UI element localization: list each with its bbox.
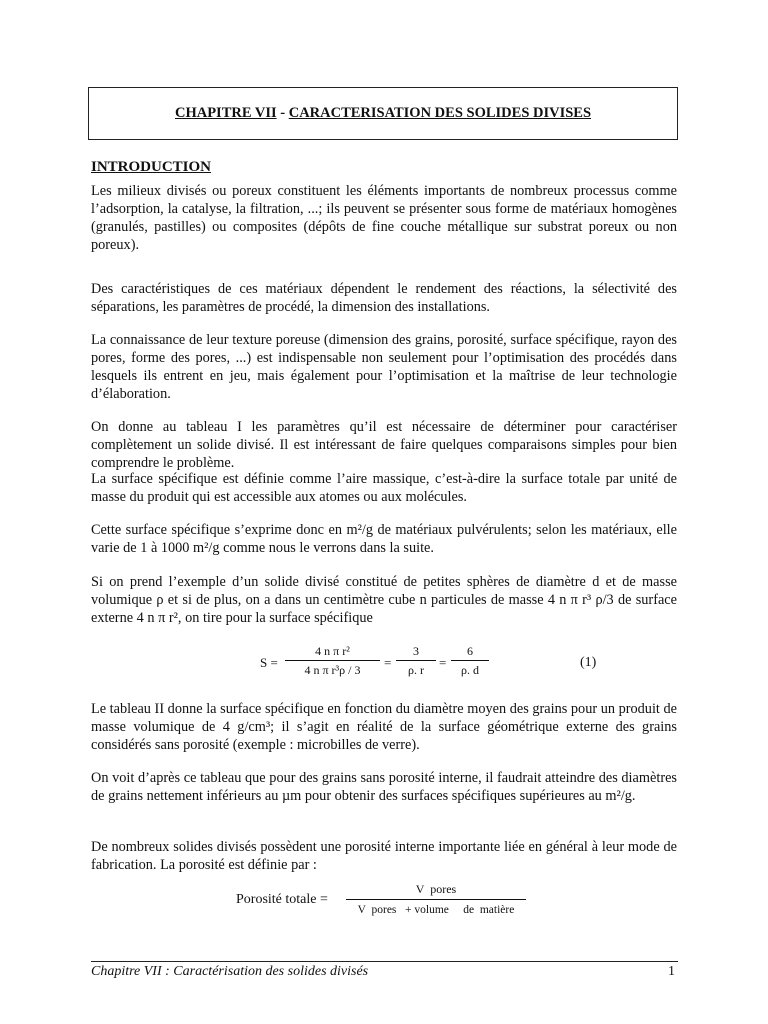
paragraph-7: Si on prend l’exemple d’un solide divisé constitué de petites sphères de diamètre d et de masse volumique ρ et si de plus, on a dans un centimètre cube n particules de masse 4 n π r³ ρ/3 de surface externe 4 n π r², on tire pour la surface spécifique [91, 574, 677, 626]
equation-lhs: S = [260, 655, 278, 670]
chapter-title: CARACTERISATION DES SOLIDES DIVISES [288, 105, 592, 121]
paragraph-2: Des caractéristiques de ces matériaux dépendent le rendement des réactions, la sélectivité des séparations, les paramètres de procédé, la dimension des installations. [91, 281, 677, 315]
section-heading: INTRODUCTION [91, 159, 212, 175]
fraction-1-denominator: 4 n π r³ρ / 3 [304, 663, 361, 677]
fraction-1-numerator: 4 n π r² [285, 644, 380, 661]
chapter-number: CHAPITRE VII [174, 105, 277, 121]
fraction-2-denominator: ρ. r [408, 663, 424, 677]
paragraph-9: On voit d’après ce tableau que pour des grains sans porosité interne, il faudrait atteindre des diamètres de grains nettement inférieurs au µm pour obtenir des surfaces spécifiques supérieures au m²/g. [91, 770, 677, 804]
chapter-title-box [88, 87, 678, 140]
paragraph-1: Les milieux divisés ou poreux constituent les éléments importants de nombreux processus comme l’adsorption, la catalyse, la filtration, ...; ils peuvent se présenter sous forme de matériaux homogènes (granulés, pastilles) ou composites (dépôts de fine couche métallique sur substrat poreux ou non poreux). [91, 183, 677, 253]
paragraph-3: La connaissance de leur texture poreuse (dimension des grains, porosité, surface spécifique, rayon des pores, forme des pores, ...) est indispensable non seulement pour l’optimisation des procédés dans lesquels ils entrent en jeu, mais également pour l’optimisation et la maîtrise de leur technologie d’élaboration. [91, 332, 677, 402]
paragraph-4: On donne au tableau I les paramètres qu’il est nécessaire de déterminer pour caractériser complètement un solide divisé. Il est intéressant de faire quelques comparaisons simples pour bien comprendre le problème. [91, 419, 677, 471]
fraction-2-numerator: 3 [396, 644, 436, 661]
footer-rule [91, 961, 678, 962]
porosity-numerator: V pores [346, 882, 526, 900]
title-separator: - [276, 105, 289, 121]
paragraph-10: De nombreux solides divisés possèdent une porosité interne importante liée en général à leur mode de fabrication. La porosité est définie par : [91, 839, 677, 873]
paragraph-6: Cette surface spécifique s’exprime donc en m²/g de matériaux pulvérulents; selon les matériaux, elle varie de 1 à 1000 m²/g comme nous le verrons dans la suite. [91, 522, 677, 556]
porosity-denominator: V pores + volume de matière [357, 904, 515, 916]
equals-sign-2: = [439, 655, 447, 670]
fraction-3-numerator: 6 [451, 644, 489, 661]
page-number: 1 [668, 964, 675, 979]
footer-chapter-title: Chapitre VII : Caractérisation des solides divisés [91, 964, 369, 979]
equals-sign-1: = [384, 655, 392, 670]
equation-specific-surface [250, 644, 670, 684]
equation-number: (1) [580, 655, 597, 670]
fraction-3 [451, 644, 489, 678]
fraction-2 [396, 644, 436, 678]
fraction-3-denominator: ρ. d [461, 663, 479, 677]
paragraph-5: La surface spécifique est définie comme l’aire massique, c’est-à-dire la surface totale par unité de masse du produit qui est accessible aux atomes ou aux molécules. [91, 471, 677, 505]
equation-total-porosity [236, 882, 536, 922]
porosity-lhs: Porosité totale = [236, 892, 328, 907]
fraction-1 [285, 644, 380, 678]
paragraph-8: Le tableau II donne la surface spécifique en fonction du diamètre moyen des grains pour un produit de masse volumique de 4 g/cm³; il s’agit en réalité de la surface géométrique externe des grains considérés sans porosité (exemple : microbilles de verre). [91, 701, 677, 753]
